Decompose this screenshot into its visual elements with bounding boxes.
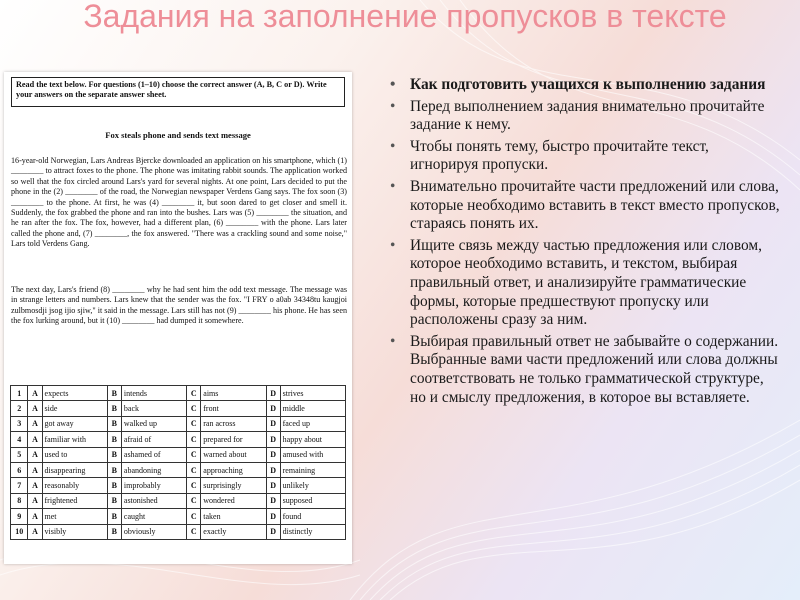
option-b: abandoning xyxy=(121,462,186,477)
worksheet-image xyxy=(4,72,352,564)
option-letter: B xyxy=(107,447,121,462)
option-letter: A xyxy=(28,509,42,524)
option-a: frightened xyxy=(42,493,107,508)
answer-row xyxy=(11,447,346,462)
option-a: side xyxy=(42,401,107,416)
answer-number: 4 xyxy=(11,432,28,447)
option-letter: C xyxy=(187,462,201,477)
option-letter: D xyxy=(266,509,280,524)
tip-item: • Перед выполнением задания внимательно прочитайте задание к нему. xyxy=(388,98,780,135)
answer-row xyxy=(11,432,346,447)
option-letter: A xyxy=(28,432,42,447)
answer-row xyxy=(11,386,346,401)
option-letter: D xyxy=(266,462,280,477)
option-d: strives xyxy=(280,386,345,401)
answer-number: 6 xyxy=(11,462,28,477)
option-letter: C xyxy=(187,524,201,539)
option-letter: D xyxy=(266,447,280,462)
option-letter: C xyxy=(187,493,201,508)
option-letter: C xyxy=(187,447,201,462)
option-c: aims xyxy=(201,386,266,401)
option-letter: B xyxy=(107,462,121,477)
answer-row xyxy=(11,524,346,539)
article-paragraph-2: The next day, Lars's friend (8) ________ why he had sent him the odd text message. The message was in strange letters and numbers. Lars knew that the sender was the fox. "I FRY o a0ab 34348tu kaugjoi zulbmosdji jsog ijio sjiw," it said in the message. Lars still has not (9) ________ his phone. He has seen the fox lurking around, but it (10) ________ had dumped it somewhere. xyxy=(11,285,347,326)
answer-row xyxy=(11,478,346,493)
option-a: disappearing xyxy=(42,462,107,477)
option-d: unlikely xyxy=(280,478,345,493)
answer-number: 2 xyxy=(11,401,28,416)
option-letter: A xyxy=(28,386,42,401)
option-a: used to xyxy=(42,447,107,462)
tip-item: • Ищите связь между частью предложения или словом, которое необходимо вставить, и текстом, выбирая правильный ответ, и анализируйте грамматические формы, которые предшествуют пропуску или расположены сразу за ним. xyxy=(388,237,780,330)
answer-number: 9 xyxy=(11,509,28,524)
option-letter: D xyxy=(266,401,280,416)
option-c: exactly xyxy=(201,524,266,539)
option-letter: D xyxy=(266,478,280,493)
option-letter: B xyxy=(107,493,121,508)
tip-item: • Выбирая правильный ответ не забывайте о содержании. Выбранные вами части предложений или слова должны соответствовать не только грамматической структуре, но и смыслу предложения, в которое вы вставляете. xyxy=(388,333,780,407)
option-d: supposed xyxy=(280,493,345,508)
tip-item: • Чтобы понять тему, быстро прочитайте текст, игнорируя пропуски. xyxy=(388,138,780,175)
answer-row xyxy=(11,401,346,416)
answer-row xyxy=(11,493,346,508)
option-letter: C xyxy=(187,401,201,416)
option-d: distinctly xyxy=(280,524,345,539)
option-d: remaining xyxy=(280,462,345,477)
option-letter: C xyxy=(187,416,201,431)
answer-row xyxy=(11,416,346,431)
option-letter: C xyxy=(187,478,201,493)
option-c: wondered xyxy=(201,493,266,508)
answer-number: 5 xyxy=(11,447,28,462)
option-letter: A xyxy=(28,493,42,508)
option-c: warned about xyxy=(201,447,266,462)
option-letter: B xyxy=(107,416,121,431)
option-a: met xyxy=(42,509,107,524)
option-d: middle xyxy=(280,401,345,416)
option-letter: C xyxy=(187,386,201,401)
option-b: walked up xyxy=(121,416,186,431)
option-letter: D xyxy=(266,524,280,539)
option-letter: C xyxy=(187,432,201,447)
option-b: ashamed of xyxy=(121,447,186,462)
option-letter: A xyxy=(28,462,42,477)
option-letter: B xyxy=(107,478,121,493)
answer-number: 8 xyxy=(11,493,28,508)
article-paragraph-1: 16-year-old Norwegian, Lars Andreas Bjercke downloaded an application on his smartphone, which (1) ________ to attract foxes to the phone. The phone was imitating rabbit sounds. The application worked so well that the fox circled around Lars's yard for several nights. At one point, Lars decided to put the phone in the (2) ________ of the road, the Norwegian newspaper Verdens Gang says. The fox soon (3) ________ to the phone. At first, he was (4) ________ it, but soon dared to get closer and smell it. Suddenly, the fox grabbed the phone and ran into the bushes. Lars was (5) ________ the situation, and he ran after the fox. The fox, however, had a different plan, (6) ________ with the phone. Lars later called the phone and, (7) ________, the fox answered. "There was a crackling sound and some noise," Lars told Verdens Gang. xyxy=(11,156,347,249)
tips-heading: • Как подготовить учащихся к выполнению задания xyxy=(388,76,780,95)
option-letter: B xyxy=(107,432,121,447)
option-c: front xyxy=(201,401,266,416)
option-letter: A xyxy=(28,478,42,493)
tip-item: • Внимательно прочитайте части предложений или слова, которые необходимо вставить в текст вместо пропусков, стараясь понять их. xyxy=(388,178,780,234)
option-a: got away xyxy=(42,416,107,431)
worksheet-instructions: Read the text below. For questions (1–10) choose the correct answer (A, B, C or D). Write your answers on the separate answer sheet. xyxy=(11,77,345,107)
answer-row xyxy=(11,509,346,524)
option-letter: B xyxy=(107,386,121,401)
option-c: surprisingly xyxy=(201,478,266,493)
option-c: approaching xyxy=(201,462,266,477)
answer-row xyxy=(11,462,346,477)
option-b: obviously xyxy=(121,524,186,539)
option-b: caught xyxy=(121,509,186,524)
option-letter: B xyxy=(107,509,121,524)
option-letter: A xyxy=(28,524,42,539)
answer-options-table xyxy=(10,385,346,540)
option-d: happy about xyxy=(280,432,345,447)
option-b: improbably xyxy=(121,478,186,493)
option-a: expects xyxy=(42,386,107,401)
answer-number: 3 xyxy=(11,416,28,431)
article-title: Fox steals phone and sends text message xyxy=(105,130,251,140)
option-c: ran across xyxy=(201,416,266,431)
option-letter: A xyxy=(28,401,42,416)
option-letter: A xyxy=(28,447,42,462)
option-letter: B xyxy=(107,524,121,539)
tips-list xyxy=(388,76,780,410)
answer-number: 7 xyxy=(11,478,28,493)
option-a: visibly xyxy=(42,524,107,539)
option-letter: D xyxy=(266,386,280,401)
answer-number: 1 xyxy=(11,386,28,401)
option-a: familiar with xyxy=(42,432,107,447)
option-b: back xyxy=(121,401,186,416)
option-letter: D xyxy=(266,493,280,508)
option-letter: B xyxy=(107,401,121,416)
option-d: found xyxy=(280,509,345,524)
option-d: amused with xyxy=(280,447,345,462)
slide-title: Задания на заполнение пропусков в тексте xyxy=(83,0,727,34)
option-c: prepared for xyxy=(201,432,266,447)
option-d: faced up xyxy=(280,416,345,431)
option-letter: C xyxy=(187,509,201,524)
answer-number: 10 xyxy=(11,524,28,539)
option-b: afraid of xyxy=(121,432,186,447)
option-letter: D xyxy=(266,432,280,447)
option-letter: D xyxy=(266,416,280,431)
option-a: reasonably xyxy=(42,478,107,493)
option-b: intends xyxy=(121,386,186,401)
option-letter: A xyxy=(28,416,42,431)
option-b: astonished xyxy=(121,493,186,508)
option-c: taken xyxy=(201,509,266,524)
